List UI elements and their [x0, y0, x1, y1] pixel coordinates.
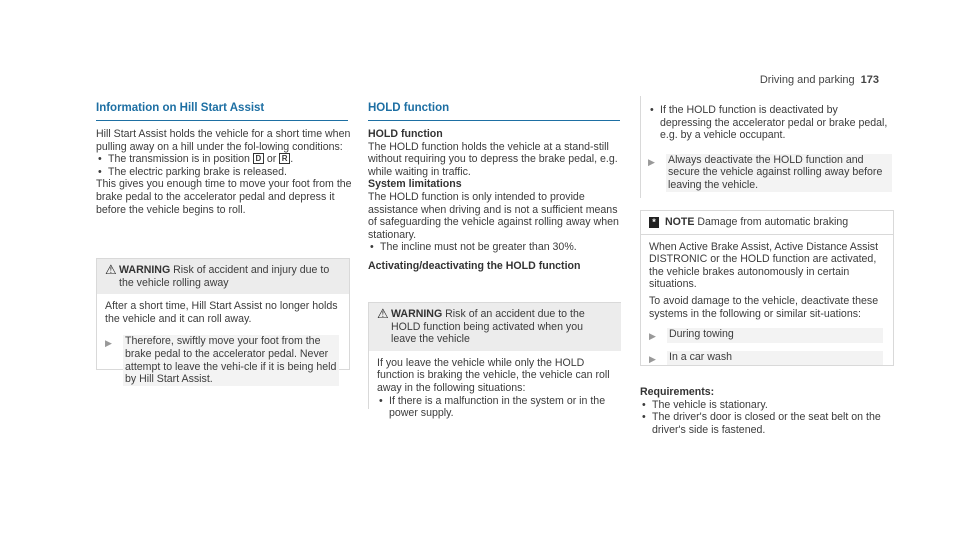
title-rule	[368, 120, 620, 121]
paragraph: The HOLD function is only intended to provide assistance when driving and is not a sufficient means of safeguarding the vehicle against rolling away when stationary.	[368, 190, 619, 241]
step-arrow-icon: ▶	[648, 156, 655, 167]
subheading: Activating/deactivating the HOLD function	[368, 259, 581, 272]
requirements-section	[640, 386, 896, 436]
warning-head: Risk of an accident due to the HOLD function being activated when you leave the vehicle	[391, 308, 585, 346]
note-body	[641, 235, 893, 374]
warning-body	[97, 294, 349, 394]
warning-label: WARNING	[119, 264, 171, 276]
warning-header	[369, 303, 621, 351]
warning-body	[369, 351, 621, 428]
hill-start-section	[96, 128, 352, 216]
list-item: • If the HOLD function is deactivated by depressing the accelerator pedal or brake pedal, e.g. by a vehicle occupant.	[648, 104, 892, 142]
hold-warning-continued	[648, 104, 892, 192]
box-continuation-line	[640, 96, 641, 198]
condition-list	[96, 153, 352, 178]
instruction-step	[105, 335, 339, 385]
list-item: • The electric parking brake is released.	[96, 166, 352, 179]
subheading: System limitations	[368, 178, 462, 191]
instruction-step	[649, 328, 883, 343]
step-arrow-icon: ▶	[649, 353, 656, 364]
page-header	[760, 74, 879, 86]
step-arrow-icon: ▶	[649, 331, 656, 342]
hold-title: HOLD function	[368, 102, 450, 114]
requirements-title: Requirements:	[640, 386, 715, 398]
note-text: When Active Brake Assist, Active Distance Assist DISTRONIC or the HOLD function are activated, the vehicle brakes autonomously in certain situations.	[649, 240, 879, 291]
hill-start-title: Information on Hill Start Assist	[96, 102, 265, 114]
step-text: In a car wash	[667, 351, 883, 366]
paragraph: The HOLD function holds the vehicle at a stand-still without requiring you to depress the brake pedal, e.g. while waiting in traffic.	[368, 140, 618, 178]
warning-box	[96, 258, 350, 386]
note-header	[641, 211, 893, 234]
situation-list	[377, 395, 611, 420]
warning-box	[368, 302, 621, 420]
warning-text: If you leave the vehicle while only the HOLD function is braking the vehicle, the vehicle can roll away in the following situations:	[377, 356, 610, 394]
paragraph: This gives you enough time to move your foot from the brake pedal to the accelerator pedal and depress it before the vehicle begins to roll.	[96, 178, 352, 216]
warning-header	[97, 259, 349, 294]
requirements-list	[640, 399, 896, 437]
step-text: Therefore, swiftly move your foot from the brake pedal to the accelerator pedal. Never attempt to leave the vehi-cle if it is being held by Hill Start Assist.	[123, 335, 339, 385]
warning-label: WARNING	[391, 308, 443, 320]
list-item: • The vehicle is stationary.	[640, 399, 896, 412]
note-head: Damage from automatic braking	[697, 216, 849, 228]
warning-head: Risk of accident and injury due to the vehicle rolling away	[119, 264, 330, 289]
hold-section	[368, 128, 624, 273]
gear-r-key: R	[279, 153, 290, 164]
subheading: HOLD function	[368, 128, 443, 140]
instruction-step	[648, 154, 892, 192]
note-box	[640, 210, 894, 366]
list-item: • The transmission is in position D or R .	[96, 153, 352, 166]
step-text: Always deactivate the HOLD function and secure the vehicle against rolling away before leaving the vehicle.	[666, 154, 892, 192]
step-text: During towing	[667, 328, 883, 343]
instruction-step	[649, 351, 883, 366]
list-item: • If there is a malfunction in the system or in the power supply.	[377, 395, 611, 420]
list-item: • The driver's door is closed or the seat belt on the driver's side is fastened.	[640, 411, 896, 436]
title-rule	[96, 120, 348, 121]
gear-d-key: D	[253, 153, 264, 164]
intro-text: Hill Start Assist holds the vehicle for a short time when pulling away on a hill under the fol-lowing conditions:	[96, 128, 351, 153]
warning-triangle-icon: ⚠	[105, 262, 117, 277]
list-item: • The incline must not be greater than 30%.	[368, 241, 624, 254]
note-text: To avoid damage to the vehicle, deactivate these systems in the following or similar sit-uations:	[649, 294, 879, 320]
page-number: 173	[860, 74, 879, 86]
warning-triangle-icon: ⚠	[377, 306, 389, 321]
limitation-list	[368, 241, 624, 254]
warning-text: After a short time, Hill Start Assist no longer holds the vehicle and it can roll away.	[105, 300, 338, 325]
note-icon: *	[649, 217, 659, 228]
step-arrow-icon: ▶	[105, 338, 112, 349]
section-name: Driving and parking	[759, 74, 855, 86]
note-label: NOTE	[665, 216, 695, 228]
situation-list	[648, 104, 892, 142]
